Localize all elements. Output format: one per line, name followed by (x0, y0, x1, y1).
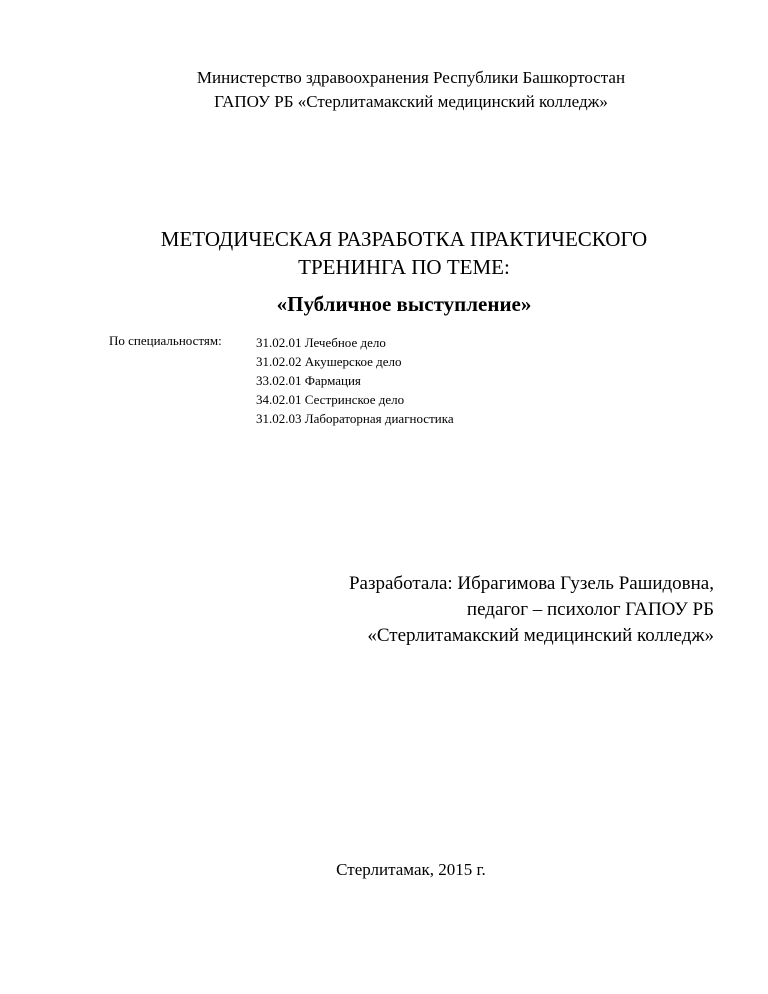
specialty-item: 33.02.01 Фармация (256, 373, 361, 388)
author-block (349, 571, 714, 649)
topic-title: «Публичное выступление» (276, 292, 532, 316)
author-position-line: педагог – психолог ГАПОУ РБ (466, 599, 714, 620)
place-year: Стерлитамак, 2015 г. (336, 860, 486, 879)
specialty-item: 31.02.02 Акушерское дело (256, 354, 402, 369)
specialty-item: 31.02.01 Лечебное дело (256, 335, 386, 350)
specialty-item: 34.02.01 Сестринское дело (256, 392, 405, 407)
author-name-line: Разработала: Ибрагимова Гузель Рашидовна, (348, 573, 714, 594)
specialty-item: 31.02.03 Лабораторная диагностика (256, 411, 454, 426)
college-heading: ГАПОУ РБ «Стерлитамакский медицинский колледж» (214, 92, 608, 111)
title-line-1: МЕТОДИЧЕСКАЯ РАЗРАБОТКА ПРАКТИЧЕСКОГО (160, 227, 648, 251)
author-organization-line: «Стерлитамакский медицинский колледж» (367, 625, 714, 646)
ministry-heading: Министерство здравоохранения Республики Башкортостан (196, 68, 626, 87)
specialties-list (256, 333, 454, 428)
title-line-2: ТРЕНИНГА ПО ТЕМЕ: (298, 255, 510, 279)
specialties-label: По специальностям: (109, 333, 222, 348)
